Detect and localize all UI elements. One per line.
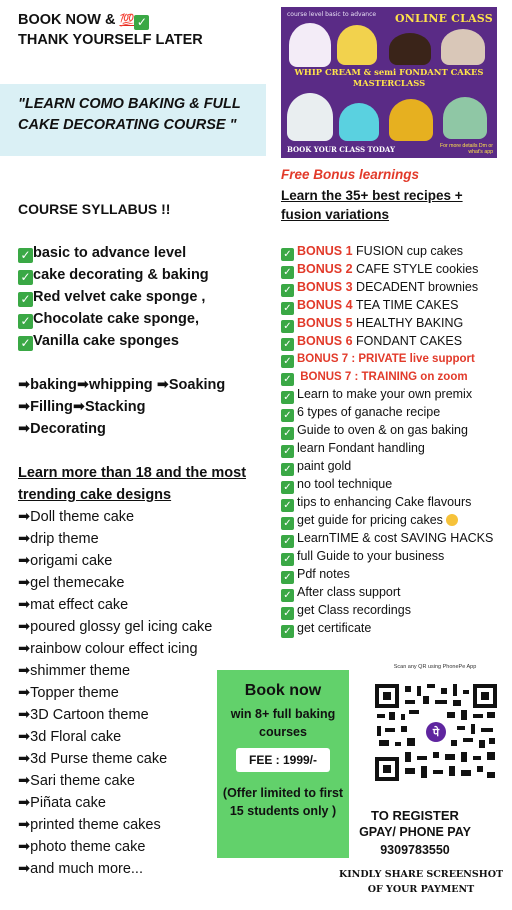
check-icon: ✓ (281, 266, 294, 279)
list-item: ➡drip theme (18, 531, 99, 547)
arrow-right-icon: ➡ (18, 773, 31, 789)
check-icon: ✓ (281, 553, 294, 566)
check-icon: ✓ (281, 535, 294, 548)
list-item: ➡shimmer theme (18, 663, 131, 679)
bonus-item: ✓ get certificate (281, 620, 511, 638)
check-icon: ✓ (281, 607, 294, 620)
cake-image (441, 29, 485, 65)
list-item: ➡Sari theme cake (18, 773, 135, 789)
arrow-right-icon: ➡ (18, 531, 31, 547)
check-icon: ✓ (281, 517, 294, 530)
share-screenshot-note: KINDLY SHARE SCREENSHOT OF YOUR PAYMENT (338, 869, 504, 895)
check-icon: ✓ (134, 15, 149, 30)
list-item: ➡3D Cartoon theme (18, 707, 149, 723)
poster-more-details: For more details Dm or what's app (439, 143, 493, 155)
bonus-item: ✓ BONUS 2 CAFE STYLE cookies (281, 261, 511, 279)
list-item: ✓ cake decorating & baking (18, 264, 268, 286)
check-icon: ✓ (18, 336, 33, 351)
svg-text:पे: पे (432, 726, 440, 739)
check-icon: ✓ (281, 571, 294, 584)
check-icon: ✓ (281, 589, 294, 602)
bonus-item: ✓ tips to enhancing Cake flavours (281, 494, 511, 512)
bonus-item: ✓ full Guide to your business (281, 548, 511, 566)
steps-line: ➡Filling➡Stacking (18, 399, 146, 415)
bonus-item: ✓ 6 types of ganache recipe (281, 404, 511, 422)
bonus-item: ✓ BONUS 4 TEA TIME CAKES (281, 297, 511, 315)
arrow-right-icon: ➡ (18, 861, 31, 877)
process-steps (18, 374, 268, 440)
qr-code (373, 682, 499, 783)
free-bonus-title: Free Bonus learnings (281, 167, 420, 182)
check-icon: ✓ (281, 302, 294, 315)
check-icon: ✓ (281, 320, 294, 333)
payment-method: GPAY/ PHONE PAY (359, 825, 471, 839)
poster-masterclass: WHIP CREAM & semi FONDANT CAKES MASTERCLASS (294, 67, 484, 88)
list-item: ➡Topper theme (18, 685, 119, 701)
list-item: ➡Doll theme cake (18, 509, 135, 525)
arrow-right-icon: ➡ (18, 817, 31, 833)
poster-top-text: course level basic to advance (287, 11, 377, 18)
check-icon: ✓ (18, 314, 33, 329)
cake-image (443, 97, 487, 139)
list-item: ➡photo theme cake (18, 839, 146, 855)
arrow-right-icon: ➡ (18, 619, 31, 635)
arrow-right-icon: ➡ (18, 399, 31, 415)
arrow-right-icon: ➡ (18, 663, 31, 679)
hundred-icon: 💯 (119, 13, 135, 27)
fee-badge: FEE : 1999/- (236, 748, 330, 772)
bonus-item: ✓ BONUS 7 : TRAINING on zoom (281, 369, 511, 387)
arrow-right-icon: ➡ (18, 377, 31, 393)
check-icon: ✓ (281, 248, 294, 261)
syllabus-list (18, 242, 268, 352)
bonus-item: ✓ BONUS 6 FONDANT CAKES (281, 333, 511, 351)
bonus-item: ✓ get guide for pricing cakes (281, 512, 511, 530)
list-item: ➡and much more... (18, 861, 143, 877)
arrow-right-icon: ➡ (18, 509, 31, 525)
arrow-right-icon: ➡ (18, 641, 31, 657)
arrow-right-icon: ➡ (18, 751, 31, 767)
bonus-item: ✓ LearnTIME & cost SAVING HACKS (281, 530, 511, 548)
arrow-right-icon: ➡ (18, 597, 31, 613)
qr-caption: Scan any QR using PhonePe App (393, 664, 477, 670)
check-icon: ✓ (281, 625, 294, 638)
arrow-right-icon: ➡ (18, 729, 31, 745)
check-icon: ✓ (281, 391, 294, 404)
arrow-right-icon: ➡ (18, 839, 31, 855)
arrow-right-icon: ➡ (156, 377, 169, 393)
steps-line: ➡Decorating (18, 421, 106, 437)
list-item: ✓ Red velvet cake sponge , (18, 286, 268, 308)
poster-book-text: BOOK YOUR CLASS TODAY (287, 145, 395, 154)
cake-image (339, 103, 379, 141)
list-item: ➡gel themecake (18, 575, 125, 591)
list-item: ➡rainbow colour effect icing (18, 641, 198, 657)
qr-code-graphic (373, 682, 499, 783)
bonus-item: ✓ Guide to oven & on gas baking (281, 422, 511, 440)
bonus-item: ✓ Pdf notes (281, 566, 511, 584)
bonus-item: ✓ get Class recordings (281, 602, 511, 620)
check-icon: ✓ (281, 463, 294, 476)
cake-image (287, 93, 333, 141)
bonus-list (281, 243, 511, 638)
book-now-text: BOOK NOW & (18, 12, 120, 28)
cake-image (389, 33, 431, 65)
arrow-right-icon: ➡ (72, 399, 85, 415)
check-icon: ✓ (281, 284, 294, 297)
bonus-item: ✓ After class support (281, 584, 511, 602)
designs-heading: Learn more than 18 and the most trending cake designs (18, 465, 247, 503)
cake-image (289, 23, 331, 67)
check-icon: ✓ (281, 338, 294, 351)
check-icon: ✓ (281, 409, 294, 422)
check-icon: ✓ (18, 270, 33, 285)
check-icon: ✓ (281, 355, 294, 368)
list-item: ➡origami cake (18, 553, 113, 569)
bonus-item: ✓ BONUS 3 DECADENT brownies (281, 279, 511, 297)
list-item: ➡3d Floral cake (18, 729, 122, 745)
check-icon: ✓ (18, 248, 33, 263)
phone-number: 9309783550 (380, 843, 450, 857)
list-item: ➡poured glossy gel icing cake (18, 619, 213, 635)
arrow-right-icon: ➡ (18, 553, 31, 569)
bonus-item: ✓ Learn to make your own premix (281, 386, 511, 404)
book-now-heading (18, 10, 268, 50)
book-now-title: Book now (244, 682, 322, 699)
poster-online-class: ONLINE CLASS (395, 12, 493, 25)
bonus-item: ✓ BONUS 5 HEALTHY BAKING (281, 315, 511, 333)
arrow-right-icon: ➡ (18, 421, 31, 437)
register-title: TO REGISTER (371, 808, 459, 823)
steps-line: ➡baking➡whipping ➡Soaking (18, 377, 226, 393)
booking-subtitle: win 8+ full baking courses (230, 707, 336, 739)
thank-yourself-text: THANK YOURSELF LATER (18, 32, 203, 48)
arrow-right-icon: ➡ (18, 707, 31, 723)
check-icon: ✓ (281, 445, 294, 458)
arrow-right-icon: ➡ (18, 575, 31, 591)
cake-image (389, 99, 433, 141)
list-item: ✓ Chocolate cake sponge, (18, 308, 268, 330)
thinking-face-icon (446, 514, 458, 526)
list-item: ✓ basic to advance level (18, 242, 268, 264)
list-item: ➡mat effect cake (18, 597, 129, 613)
course-title: "LEARN COMO BAKING & FULL CAKE DECORATING COURSE " (18, 96, 241, 133)
bonus-item: ✓ BONUS 1 FUSION cup cakes (281, 243, 511, 261)
bonus-item: ✓ BONUS 7 : PRIVATE live support (281, 351, 511, 369)
list-item: ➡printed theme cakes (18, 817, 161, 833)
class-poster-image (281, 7, 497, 158)
arrow-right-icon: ➡ (18, 795, 31, 811)
offer-note: (Offer limited to first 15 students only ) (222, 786, 344, 818)
check-icon: ✓ (281, 373, 294, 386)
cake-image (337, 25, 377, 65)
learn-35-heading: Learn the 35+ best recipes + fusion variations (281, 188, 463, 222)
arrow-right-icon: ➡ (18, 685, 31, 701)
check-icon: ✓ (281, 499, 294, 512)
arrow-right-icon: ➡ (76, 377, 90, 393)
bonus-item: ✓ learn Fondant handling (281, 440, 511, 458)
list-item: ➡3d Purse theme cake (18, 751, 168, 767)
check-icon: ✓ (281, 427, 294, 440)
check-icon: ✓ (18, 292, 33, 307)
bonus-item: ✓ paint gold (281, 458, 511, 476)
syllabus-title: COURSE SYLLABUS !! (18, 201, 171, 217)
check-icon: ✓ (281, 481, 294, 494)
list-item: ➡Piñata cake (18, 795, 106, 811)
bonus-item: ✓ no tool technique (281, 476, 511, 494)
list-item: ✓ Vanilla cake sponges (18, 330, 268, 352)
